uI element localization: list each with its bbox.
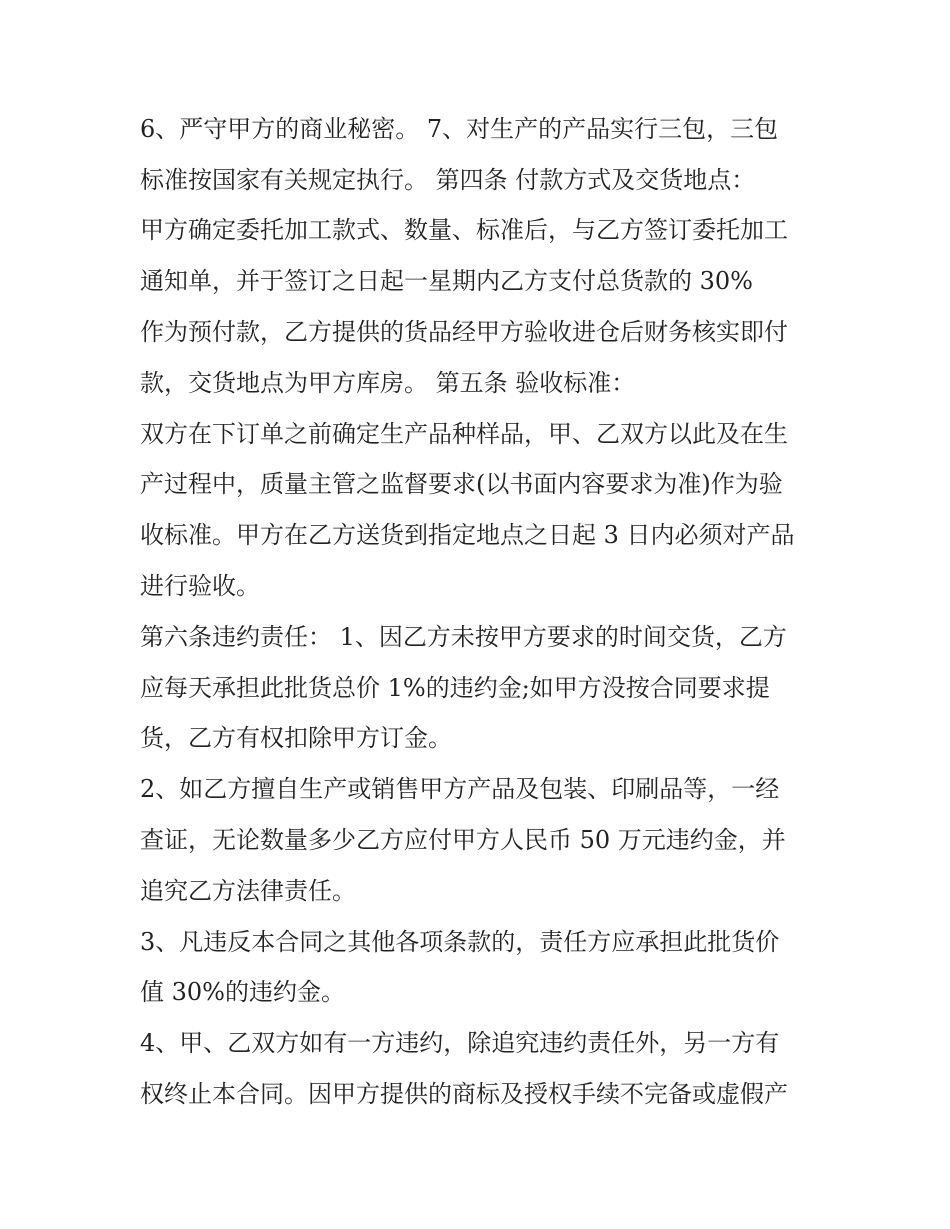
text-line: 权终止本合同。因甲方提供的商标及授权手续不完备或虚假产 <box>140 1080 788 1108</box>
text-line: 追究乙方法律责任。 <box>140 877 356 905</box>
text-line: 双方在下订单之前确定生产品种样品，甲、乙双方以此及在生 <box>140 420 788 448</box>
text-line: 通知单，并于签订之日起一星期内乙方支付总货款的 30% <box>140 267 753 295</box>
text-line: 款，交货地点为甲方库房。 第五条 验收标准： <box>140 369 636 397</box>
text-line: 3、凡违反本合同之其他各项条款的，责任方应承担此批货价 <box>140 928 780 956</box>
text-line: 作为预付款，乙方提供的货品经甲方验收进仓后财务核实即付 <box>140 318 788 346</box>
text-line: 6、严守甲方的商业秘密。 7、对生产的产品实行三包，三包 <box>140 115 779 143</box>
text-line: 进行验收。 <box>140 572 260 600</box>
text-line: 甲方确定委托加工款式、数量、标准后，与乙方签订委托加工 <box>140 216 788 244</box>
text-line: 货，乙方有权扣除甲方订金。 <box>140 724 452 752</box>
text-line: 值 30%的违约金。 <box>140 978 345 1006</box>
text-line: 应每天承担此批货总价 1%的违约金;如甲方没按合同要求提 <box>140 674 770 702</box>
text-line: 第六条违约责任： 1、因乙方未按甲方要求的时间交货，乙方 <box>140 623 787 651</box>
text-line: 标准按国家有关规定执行。 第四条 付款方式及交货地点： <box>140 166 756 194</box>
text-line: 产过程中，质量主管之监督要求(以书面内容要求为准)作为验 <box>140 470 783 498</box>
text-line: 2、如乙方擅自生产或销售甲方产品及包装、印刷品等，一经 <box>140 775 780 803</box>
text-line: 查证，无论数量多少乙方应付甲方人民币 50 万元违约金，并 <box>140 826 786 854</box>
text-line: 4、甲、乙双方如有一方违约，除追究违约责任外，另一方有 <box>140 1029 780 1057</box>
text-line: 收标准。甲方在乙方送货到指定地点之日起 3 日内必须对产品 <box>140 521 795 549</box>
